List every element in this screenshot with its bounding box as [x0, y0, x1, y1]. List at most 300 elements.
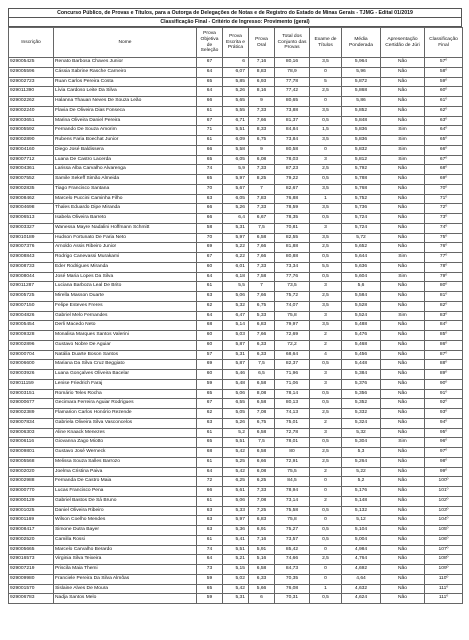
- cell-media: 4,984: [342, 545, 381, 555]
- cell-certidao-juri: Não: [381, 350, 425, 360]
- cell-nome: Fernanda De Castro Maia: [54, 477, 197, 487]
- cell-prova-objetiva: 66: [197, 145, 223, 155]
- cell-certidao-juri: Não: [381, 360, 425, 370]
- table-row: [9, 194, 463, 204]
- cell-prova-objetiva: 67: [197, 116, 223, 126]
- table-row: [9, 438, 463, 448]
- cell-nome: Priscila Maia Themi: [54, 565, 197, 575]
- col-header-total: Total dos Conjunto das Provas: [275, 28, 310, 58]
- cell-titulos: 2: [310, 331, 342, 341]
- cell-prova-objetiva: 72: [197, 477, 223, 487]
- cell-media: 5,652: [342, 243, 381, 253]
- cell-prova-escrita: 5,51: [223, 545, 249, 555]
- cell-nome: Natália Duarte Boson Santos: [54, 350, 197, 360]
- table-row: [9, 418, 463, 428]
- cell-prova-oral: 7,33: [249, 165, 275, 175]
- cell-media: 5,132: [342, 506, 381, 516]
- cell-nome: Lenise Friedrich Faraj: [54, 379, 197, 389]
- table-row: [9, 399, 463, 409]
- cell-prova-escrita: 5,21: [223, 555, 249, 565]
- cell-titulos: 2,5: [310, 409, 342, 419]
- cell-media: 5,768: [342, 184, 381, 194]
- cell-prova-oral: 6,93: [249, 77, 275, 87]
- cell-prova-escrita: 6,4: [223, 214, 249, 224]
- cell-total: 74,13: [275, 409, 310, 419]
- cell-certidao-juri: Não: [381, 233, 425, 243]
- cell-certidao-juri: Não: [381, 516, 425, 526]
- cell-prova-escrita: 5,58: [223, 145, 249, 155]
- cell-total: 74,66: [275, 555, 310, 565]
- table-row: [9, 506, 463, 516]
- cell-prova-oral: 7,66: [249, 243, 275, 253]
- cell-media: 5,644: [342, 253, 381, 263]
- cell-classificacao: 101º: [425, 487, 463, 497]
- cell-media: 5,736: [342, 204, 381, 214]
- table-row: [9, 360, 463, 370]
- cell-certidao-juri: Não: [381, 214, 425, 224]
- table-row: [9, 467, 463, 477]
- table-row: [9, 526, 463, 536]
- cell-prova-escrita: 6,71: [223, 116, 249, 126]
- cell-nome: Gecimara Ferreira Aguiar Rodrigues: [54, 399, 197, 409]
- cell-total: 78,59: [275, 204, 310, 214]
- cell-total: 82,37: [275, 360, 310, 370]
- cell-inscricao: 929002020: [9, 467, 54, 477]
- cell-classificacao: 82º: [425, 301, 463, 311]
- col-header-classificacao: Classificação Final: [425, 28, 463, 58]
- cell-total: 73,14: [275, 496, 310, 506]
- cell-certidao-juri: Não: [381, 97, 425, 107]
- cell-prova-escrita: 5,31: [223, 350, 249, 360]
- cell-titulos: 3,5: [310, 136, 342, 146]
- cell-prova-oral: 6,58: [249, 428, 275, 438]
- cell-classificacao: 68º: [425, 165, 463, 175]
- cell-prova-oral: 6,25: [249, 477, 275, 487]
- cell-certidao-juri: Não: [381, 428, 425, 438]
- cell-prova-escrita: 5,31: [223, 223, 249, 233]
- cell-prova-oral: 8,83: [249, 67, 275, 77]
- cell-classificacao: 73º: [425, 214, 463, 224]
- cell-total: 72,91: [275, 457, 310, 467]
- cell-media: 5,264: [342, 457, 381, 467]
- cell-total: 75,72: [275, 292, 310, 302]
- table-row: [9, 116, 463, 126]
- table-row: [9, 535, 463, 545]
- cell-prova-oral: 7: [249, 184, 275, 194]
- cell-prova-escrita: 5,65: [223, 97, 249, 107]
- cell-titulos: 0: [310, 574, 342, 584]
- cell-certidao-juri: Não: [381, 457, 425, 467]
- cell-prova-escrita: 5,26: [223, 418, 249, 428]
- cell-classificacao: 111º: [425, 594, 463, 604]
- cell-media: 5,964: [342, 58, 381, 68]
- cell-prova-oral: 6,5: [249, 370, 275, 380]
- cell-prova-oral: 6,58: [249, 379, 275, 389]
- cell-nome: Flavia De Oliveira Dias Fonseca: [54, 106, 197, 116]
- cell-prova-objetiva: 61: [197, 136, 223, 146]
- cell-certidao-juri: Não: [381, 506, 425, 516]
- cell-titulos: 1: [310, 584, 342, 594]
- cell-inscricao: 929010189: [9, 233, 54, 243]
- cell-certidao-juri: Sim: [381, 272, 425, 282]
- cell-prova-objetiva: 58: [197, 223, 223, 233]
- cell-nome: Gabriel Bastos De Sá Bruno: [54, 496, 197, 506]
- cell-titulos: 0: [310, 97, 342, 107]
- cell-total: 78,03: [275, 155, 310, 165]
- table-row: [9, 233, 463, 243]
- cell-titulos: 0: [310, 487, 342, 497]
- cell-certidao-juri: Sim: [381, 155, 425, 165]
- cell-nome: Ruan Carlos Pereira Costa: [54, 77, 197, 87]
- cell-media: 5,376: [342, 379, 381, 389]
- cell-certidao-juri: Não: [381, 496, 425, 506]
- cell-media: 5,848: [342, 116, 381, 126]
- cell-inscricao: 929002835: [9, 184, 54, 194]
- cell-nome: Isabela Oliveira Barreto: [54, 214, 197, 224]
- cell-nome: Gustavo José Werneck: [54, 448, 197, 458]
- cell-nome: Camilla Rossi: [54, 535, 197, 545]
- cell-nome: Thales Eduardo Dipe Miranda: [54, 204, 197, 214]
- cell-nome: Wilson Coelho Mendes: [54, 516, 197, 526]
- cell-titulos: 0: [310, 565, 342, 575]
- cell-prova-oral: 6,91: [249, 526, 275, 536]
- cell-media: 5,868: [342, 87, 381, 97]
- cell-total: 73,34: [275, 262, 310, 272]
- cell-total: 70,35: [275, 574, 310, 584]
- cell-media: 5,2: [342, 477, 381, 487]
- cell-prova-oral: 6,75: [249, 136, 275, 146]
- cell-titulos: 3,5: [310, 301, 342, 311]
- table-row: [9, 409, 463, 419]
- table-row: [9, 126, 463, 136]
- cell-prova-oral: 6,67: [249, 214, 275, 224]
- cell-prova-objetiva: 66: [197, 214, 223, 224]
- cell-nome: Fernando De Souza Amorim: [54, 126, 197, 136]
- cell-prova-oral: 6,83: [249, 321, 275, 331]
- cell-total: 80,88: [275, 253, 310, 263]
- cell-media: 5,636: [342, 262, 381, 272]
- cell-nome: Wanessa Mayre Nadalini Hoffmann Schmitt: [54, 223, 197, 233]
- cell-inscricao: 929004826: [9, 311, 54, 321]
- cell-prova-oral: 8,33: [249, 126, 275, 136]
- cell-total: 75,8: [275, 311, 310, 321]
- table-row: [9, 487, 463, 497]
- cell-prova-escrita: 6,09: [223, 136, 249, 146]
- col-header-prova-objetiva: Prova Objetiva de Seleção: [197, 28, 223, 58]
- cell-media: 4,64: [342, 574, 381, 584]
- cell-classificacao: 105º: [425, 526, 463, 536]
- cell-prova-objetiva: 62: [197, 301, 223, 311]
- cell-prova-objetiva: 68: [197, 321, 223, 331]
- cell-classificacao: 71º: [425, 194, 463, 204]
- cell-prova-oral: 6,83: [249, 516, 275, 526]
- table-row: [9, 282, 463, 292]
- table-row: [9, 496, 463, 506]
- cell-prova-objetiva: 65: [197, 77, 223, 87]
- cell-titulos: 0,5: [310, 535, 342, 545]
- cell-prova-oral: 9: [249, 97, 275, 107]
- cell-inscricao: 929000677: [9, 399, 54, 409]
- cell-media: 5,788: [342, 175, 381, 185]
- cell-prova-oral: 7,66: [249, 331, 275, 341]
- cell-media: 5,32: [342, 428, 381, 438]
- cell-titulos: 2: [310, 467, 342, 477]
- cell-prova-oral: 7,66: [249, 253, 275, 263]
- cell-titulos: 3,5: [310, 184, 342, 194]
- cell-media: 5,324: [342, 418, 381, 428]
- cell-titulos: 3,5: [310, 321, 342, 331]
- cell-nome: Aline Knaack Menezes: [54, 428, 197, 438]
- cell-inscricao: 929000704: [9, 350, 54, 360]
- cell-prova-escrita: 5,85: [223, 77, 249, 87]
- cell-total: 77,42: [275, 87, 310, 97]
- cell-media: 5,104: [342, 526, 381, 536]
- cell-nome: Larissa Alba Carvalho Alvarenga: [54, 165, 197, 175]
- cell-prova-oral: 7,08: [249, 409, 275, 419]
- cell-prova-objetiva: 63: [197, 418, 223, 428]
- cell-titulos: 0,5: [310, 253, 342, 263]
- cell-prova-objetiva: 71: [197, 126, 223, 136]
- cell-inscricao: 929008733: [9, 262, 54, 272]
- cell-total: 77,78: [275, 77, 310, 87]
- cell-certidao-juri: Não: [381, 175, 425, 185]
- cell-inscricao: 929002896: [9, 340, 54, 350]
- cell-prova-objetiva: 73: [197, 565, 223, 575]
- cell-total: 68,64: [275, 350, 310, 360]
- cell-prova-escrita: 5,61: [223, 487, 249, 497]
- cell-classificacao: 90º: [425, 379, 463, 389]
- cell-prova-escrita: 6,18: [223, 272, 249, 282]
- cell-nome: Marina Oliveira Daniel Pereira: [54, 116, 197, 126]
- cell-prova-oral: 8,08: [249, 389, 275, 399]
- cell-media: 5,488: [342, 321, 381, 331]
- cell-prova-oral: 6,08: [249, 467, 275, 477]
- cell-media: 5,852: [342, 106, 381, 116]
- cell-classificacao: 111º: [425, 584, 463, 594]
- cell-certidao-juri: Não: [381, 409, 425, 419]
- cell-media: 5,12: [342, 516, 381, 526]
- cell-inscricao: 929008843: [9, 253, 54, 263]
- cell-media: 5,004: [342, 535, 381, 545]
- cell-media: 5,22: [342, 467, 381, 477]
- cell-prova-escrita: 6: [223, 58, 249, 68]
- cell-total: 80,16: [275, 58, 310, 68]
- table-row: [9, 370, 463, 380]
- cell-inscricao: 929002520: [9, 535, 54, 545]
- cell-prova-objetiva: 63: [197, 194, 223, 204]
- cell-classificacao: 98º: [425, 457, 463, 467]
- cell-nome: Mirella Masson Duarte: [54, 292, 197, 302]
- cell-inscricao: 929004160: [9, 145, 54, 155]
- cell-prova-oral: 6,33: [249, 350, 275, 360]
- table-row: [9, 155, 463, 165]
- cell-classificacao: 103º: [425, 506, 463, 516]
- cell-certidao-juri: Não: [381, 565, 425, 575]
- cell-certidao-juri: Não: [381, 77, 425, 87]
- cell-prova-objetiva: 63: [197, 506, 223, 516]
- cell-certidao-juri: Não: [381, 555, 425, 565]
- cell-nome: Luciana Barboza Leal De Brito: [54, 282, 197, 292]
- cell-prova-escrita: 5,87: [223, 340, 249, 350]
- cell-titulos: 0,5: [310, 116, 342, 126]
- cell-certidao-juri: Não: [381, 545, 425, 555]
- cell-nome: Eder Rodrigues Miranda: [54, 262, 197, 272]
- table-row: [9, 555, 463, 565]
- cell-prova-escrita: 6,47: [223, 311, 249, 321]
- cell-classificacao: 77º: [425, 253, 463, 263]
- cell-prova-oral: 7,66: [249, 116, 275, 126]
- cell-total: 87,23: [275, 165, 310, 175]
- cell-total: 75,58: [275, 506, 310, 516]
- cell-prova-oral: 6,75: [249, 418, 275, 428]
- cell-inscricao: 929003327: [9, 223, 54, 233]
- cell-total: 78,01: [275, 438, 310, 448]
- table-row: [9, 321, 463, 331]
- cell-certidao-juri: Não: [381, 87, 425, 97]
- cell-prova-escrita: 6,05: [223, 194, 249, 204]
- cell-media: 5,3: [342, 448, 381, 458]
- cell-inscricao: 929004698: [9, 204, 54, 214]
- cell-prova-escrita: 5,51: [223, 438, 249, 448]
- cell-prova-objetiva: 74: [197, 165, 223, 175]
- cell-total: 75,5: [275, 467, 310, 477]
- cell-certidao-juri: Não: [381, 370, 425, 380]
- cell-titulos: 3,5: [310, 233, 342, 243]
- cell-inscricao: 929009980: [9, 574, 54, 584]
- cell-prova-objetiva: 69: [197, 360, 223, 370]
- document-title: Concurso Público, de Provas e Títulos, para a Outorga de Delegações de Notas e de Registro do Estado de Minas Gerais - TJMG - Edital 01/2019: [8, 8, 462, 17]
- cell-classificacao: 84º: [425, 321, 463, 331]
- cell-prova-escrita: 5,25: [223, 457, 249, 467]
- cell-inscricao: 929005454: [9, 321, 54, 331]
- cell-titulos: 3,5: [310, 106, 342, 116]
- cell-certidao-juri: Não: [381, 165, 425, 175]
- cell-total: 78,9: [275, 67, 310, 77]
- cell-total: 78,94: [275, 487, 310, 497]
- cell-prova-oral: 6,58: [249, 399, 275, 409]
- cell-prova-objetiva: 60: [197, 331, 223, 341]
- cell-classificacao: 95º: [425, 428, 463, 438]
- cell-classificacao: 80º: [425, 282, 463, 292]
- cell-nome: Gabriela Oliveira Silva Vasconcelos: [54, 418, 197, 428]
- cell-classificacao: 70º: [425, 184, 463, 194]
- cell-prova-oral: 6,33: [249, 340, 275, 350]
- cell-media: 5,812: [342, 155, 381, 165]
- cell-prova-escrita: 6,07: [223, 67, 249, 77]
- cell-certidao-juri: Não: [381, 418, 425, 428]
- cell-prova-objetiva: 64: [197, 467, 223, 477]
- cell-classificacao: 108º: [425, 555, 463, 565]
- cell-nome: José Maria Lopes Da Silva: [54, 272, 197, 282]
- cell-total: 76,08: [275, 584, 310, 594]
- table-row: [9, 594, 463, 604]
- cell-certidao-juri: Não: [381, 594, 425, 604]
- cell-nome: Halanna Thauan Neves De Souza Leão: [54, 97, 197, 107]
- document-subtitle: Classificação Final - Critério de Ingresso: Provimento (geral): [8, 17, 462, 27]
- cell-prova-escrita: 5,15: [223, 565, 249, 575]
- cell-certidao-juri: Não: [381, 204, 425, 214]
- cell-inscricao: 929000129: [9, 496, 54, 506]
- cell-total: 73,57: [275, 535, 310, 545]
- cell-prova-escrita: 5,05: [223, 409, 249, 419]
- table-row: [9, 58, 463, 68]
- cell-titulos: 0: [310, 145, 342, 155]
- cell-prova-objetiva: 59: [197, 379, 223, 389]
- cell-classificacao: 67º: [425, 155, 463, 165]
- cell-nome: Melissa Souza Salles Barrozo: [54, 457, 197, 467]
- table-row: [9, 389, 463, 399]
- cell-prova-objetiva: 61: [197, 428, 223, 438]
- cell-total: 80,65: [275, 97, 310, 107]
- cell-prova-escrita: 5,97: [223, 175, 249, 185]
- cell-certidao-juri: Não: [381, 448, 425, 458]
- cell-prova-oral: 6,33: [249, 574, 275, 584]
- cell-certidao-juri: Não: [381, 535, 425, 545]
- cell-prova-oral: 6,66: [249, 457, 275, 467]
- cell-titulos: 2,5: [310, 457, 342, 467]
- cell-certidao-juri: Não: [381, 106, 425, 116]
- col-header-certidao-juri: Apresentação Certidão de Júri: [381, 28, 425, 58]
- cell-inscricao: 929001169: [9, 516, 54, 526]
- cell-nome: Tiago Francisco Santana: [54, 184, 197, 194]
- cell-media: 5,148: [342, 496, 381, 506]
- table-row: [9, 67, 463, 77]
- cell-media: 5,384: [342, 370, 381, 380]
- cell-titulos: 2,5: [310, 292, 342, 302]
- cell-prova-escrita: 5,97: [223, 233, 249, 243]
- cell-total: 72,2: [275, 340, 310, 350]
- cell-total: 78,35: [275, 214, 310, 224]
- cell-prova-escrita: 5,06: [223, 389, 249, 399]
- cell-total: 75,27: [275, 526, 310, 536]
- cell-prova-oral: 9: [249, 145, 275, 155]
- cell-titulos: 5: [310, 77, 342, 87]
- cell-prova-objetiva: 62: [197, 409, 223, 419]
- cell-media: 5,476: [342, 331, 381, 341]
- cell-prova-escrita: 5,03: [223, 331, 249, 341]
- cell-titulos: 3,5: [310, 58, 342, 68]
- cell-prova-oral: 6,58: [249, 565, 275, 575]
- cell-inscricao: 929004361: [9, 165, 54, 175]
- cell-certidao-juri: Não: [381, 526, 425, 536]
- cell-prova-objetiva: 64: [197, 272, 223, 282]
- cell-certidao-juri: Não: [381, 574, 425, 584]
- cell-certidao-juri: Não: [381, 243, 425, 253]
- cell-prova-escrita: 5,42: [223, 448, 249, 458]
- cell-media: 5,604: [342, 272, 381, 282]
- cell-inscricao: 929003651: [9, 116, 54, 126]
- cell-titulos: 3: [310, 311, 342, 321]
- cell-classificacao: 83º: [425, 311, 463, 321]
- cell-nome: Rodrigo Canevassi Murakami: [54, 253, 197, 263]
- cell-inscricao: 929006303: [9, 428, 54, 438]
- cell-prova-escrita: 6,05: [223, 155, 249, 165]
- cell-titulos: 0,5: [310, 399, 342, 409]
- cell-total: 71,06: [275, 379, 310, 389]
- cell-classificacao: 110º: [425, 574, 463, 584]
- cell-classificacao: 109º: [425, 565, 463, 575]
- cell-classificacao: 99º: [425, 467, 463, 477]
- cell-classificacao: 66º: [425, 145, 463, 155]
- cell-total: 80: [275, 448, 310, 458]
- cell-titulos: 5,5: [310, 262, 342, 272]
- table-row: [9, 477, 463, 487]
- cell-nome: Marcelo Puccini Caminha Filho: [54, 194, 197, 204]
- cell-prova-escrita: 5,06: [223, 496, 249, 506]
- cell-titulos: 3: [310, 155, 342, 165]
- cell-certidao-juri: Não: [381, 292, 425, 302]
- table-row: [9, 428, 463, 438]
